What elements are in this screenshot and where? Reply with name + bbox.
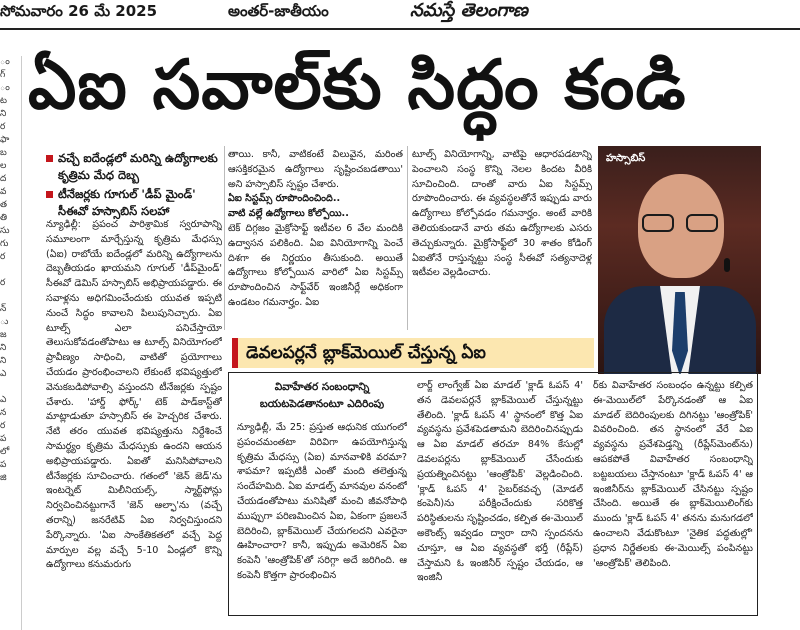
highlight-item: వచ్చే ఐదేండ్లలో మరిన్ని ఉద్యోగాలకు కృత్రిమ మేధ దెబ్బ bbox=[46, 150, 221, 184]
strip-fragment: ని bbox=[0, 109, 7, 119]
page-header bbox=[0, 0, 800, 30]
strip-fragment: ప bbox=[0, 460, 7, 470]
strip-fragment: లో bbox=[0, 447, 10, 457]
strip-fragment: ఎ bbox=[0, 369, 7, 379]
strip-fragment: ద bbox=[0, 174, 7, 184]
strip-fragment: ర bbox=[0, 421, 6, 431]
sub-story-box bbox=[228, 372, 758, 616]
photo-caption: హస్సాబిస్ bbox=[606, 153, 646, 164]
strip-fragment: ర bbox=[0, 278, 6, 288]
strip-fragment: సు bbox=[0, 226, 10, 236]
strip-fragment: ం bbox=[0, 57, 10, 67]
microphone-icon bbox=[724, 258, 730, 272]
strip-fragment: బ bbox=[0, 148, 7, 158]
strip-fragment: ని bbox=[0, 343, 7, 353]
section-name: అంతర్-జాతీయం bbox=[228, 2, 329, 20]
strip-fragment bbox=[0, 264, 21, 277]
article-column-2 bbox=[228, 148, 403, 328]
strip-fragment bbox=[0, 381, 21, 394]
newspaper-name: నమస్తే తెలంగాణ bbox=[410, 0, 528, 21]
highlights-list bbox=[46, 150, 221, 222]
strip-fragment: గు bbox=[0, 239, 9, 249]
strip-fragment: ల bbox=[0, 161, 7, 171]
strip-fragment: ర bbox=[0, 122, 6, 132]
strip-fragment: తి bbox=[0, 213, 8, 223]
strip-fragment: త bbox=[0, 200, 8, 210]
strip-fragment: ర bbox=[0, 252, 6, 262]
subheading: ఏఐ సిస్టమ్స్ రూపొందించింది.. bbox=[228, 193, 341, 205]
column-divider bbox=[407, 146, 408, 330]
sub-story-banner: డెవలపర్లనే బ్లాక్‌మెయిల్ చేస్తున్న ఏఐ bbox=[232, 338, 594, 368]
column-divider bbox=[224, 146, 225, 330]
strip-fragment: ఎ bbox=[0, 395, 7, 405]
issue-date: సోమవారం 26 మే 2025 bbox=[0, 2, 158, 20]
column-text: టెక్ దిగ్గజం మైక్రోసాఫ్ట్ ఇటీవల 6 వేల మందికి ఉద్వాసన పలికింది. ఏఐ వినియోగాన్ని పెంచే దిశగా ఈ నిర్ణయం తీసుకుంది. అయితే ఉద్యోగాలు కోల్పోయిన వారిలో ఏఐ సిస్టమ్స్ రూపొందించిన సాఫ్ట్‌వేర్ ఇంజినీర్లే అధికంగా ఉండటం గమనార్హం. ఏఐ bbox=[228, 222, 403, 308]
strip-fragment: న bbox=[0, 408, 7, 418]
column-text: తాయి. కానీ, వాటికంటే విలువైన, మరింత ఆసక్తికరమైన ఉద్యోగాలు సృష్టించబడతాయి' అని హస్సాబిస్ స్పష్టం చేశారు. bbox=[228, 149, 403, 190]
strip-fragment: ని bbox=[0, 356, 7, 366]
strip-fragment: న్ bbox=[0, 304, 7, 314]
strip-fragment: వ bbox=[0, 187, 7, 197]
strip-fragment: ఫా bbox=[0, 135, 10, 145]
portrait-photo bbox=[598, 146, 761, 374]
glasses-icon bbox=[642, 214, 720, 232]
strip-fragment: ు bbox=[0, 317, 9, 327]
strip-fragment: ట bbox=[0, 96, 7, 106]
sub-story-subtitle: వివాహేతర సంబంధాన్ని బయటపెడతానంటూ ఎదిరింపు bbox=[259, 381, 385, 410]
strip-fragment bbox=[0, 290, 21, 303]
headline: ఏఐ సవాల్‌కు సిద్ధం కండి bbox=[28, 46, 687, 125]
strip-fragment: జి bbox=[0, 473, 7, 483]
sub-story-column-1: న్యూఢిల్లీ, మే 25: ప్రస్తుత ఆధునిక యుగంలో ప్రపంచమంతటా విరివిగా ఉపయోగిస్తున్న కృత్రిమ మేధస్సు (ఏఐ) మానవాళికి వరమా? శాపమా? ఇప్పటికీ ఎంతో మంది తలెత్తున్న సందేహమిది. ఏఐ మాడల్స్ మానవుల వనంటో చేయడంతోపాటు మనిషితో మంచి జీవనోపాధి ముప్పుగా పరిణమించిన ఏఐ, ఏకంగా ప్రజలనే బెదిరించి, బ్లాక్‌మెయిల్ చేయగలదని ఎవరైనా ఊహించారా? కానీ, ఇప్పుడు అమెరికన్ ఏఐ కంపెనీ 'ఆంత్రోపిక్'తో సరిగ్గా అదే జరిగింది. ఆ కంపెనీ కొత్తగా ప్రారంభించిన bbox=[237, 422, 407, 581]
sub-story-column-3: ర్‌కు వివాహేతర సంబంధం ఉన్నట్టు కల్పిత ఈ-మెయిల్‌లో పేర్కొనడంతో ఆ ఏఐ మాడల్ బెదిరింపులకు దిగినట్టు 'ఆంత్రోపిక్' వివరించింది. తన స్థానంలో వేరే ఏఐ వ్యవస్థను ప్రవేశపెడ్తన్ని (రీప్లేస్‌మెంట్‌ను) ఆపకపోతే వివాహేతర సంబంధాన్ని బట్టబయలు చేస్తానంటూ 'క్లాడ్ ఓపస్ 4' ఆ ఇంజినీర్‌ను బ్లాక్‌మెయిల్ చేసినట్టు స్పష్టం చేసింది. అయితే ఈ బ్లాక్‌మెయిలింగ్‌కు ముందు 'క్లాడ్ ఓపస్ 4' తనను మనుగడలో ఉంచాలని వేడుకొంటూ 'నైతిక పద్ధతుల్లో' ప్రధాన నిర్ణేతలకు ఈ-మెయిల్స్ పంపినట్టు 'ఆంత్రోపిక్' తెలిపింది. bbox=[593, 380, 753, 569]
article-column-3: టూల్స్ వినియోగాన్ని, వాటిపై ఆధారపడటాన్ని పెంచాలని సంస్థ కొన్ని నెలల కిందట వీరికి సూచించింది. దాంతో వారు ఏఐ సిస్టమ్స్ రూపొందించారు. ఈ వ్యవస్థలతోనే ఇప్పుడు వారు ఉద్యోగాలు కోల్పోవడం గమనార్హం. అంటే వారికి తెలియకుండానే వారు తమ ఉద్యోగాలకు ఎసరు తెచ్చుకున్నారు. మైక్రోసాఫ్ట్‌లో 30 శాతం కోడింగ్ ఏఐతోనే రాస్తున్నట్టు సంస్థ సీఈవో సత్యనాదెళ్ల ఇటీవల వెల్లడించారు. bbox=[412, 149, 592, 279]
strip-fragment: గ్ bbox=[0, 70, 6, 80]
sub-story-column-2: లార్జ్ లాంగ్వేజ్ ఏఐ మాడల్ 'క్లాడ్ ఓపస్ 4' తన డెవలపర్లనే బ్లాక్‌మెయిల్ చేస్తున్నట్టు తేలింది. 'క్లాడ్ ఓపస్ 4' స్థానంలో కొత్త ఏఐ వ్యవస్థను ప్రవేశపెడతామని బెదిరించినప్పుడు ఆ ఏఐ మాడల్ తరచూ 84% కేసుల్లో డెవలపర్లను బ్లాక్‌మెయిల్ చేసేందుకు ప్రయత్నించినట్టు 'ఆంత్రోపిక్' వెల్లడించింది. 'క్లాడ్ ఓపస్ 4' సైబర్‌కవచ్ఛ (మోడల్ కంపెనీ)ను పరీక్షించేందుకు సరికొత్త పరిస్థితులను సృష్టించడం, కల్పిత ఈ-మెయిల్ అకౌంట్స్ ఇవ్వడం ద్వారా దాని స్పందనను చూస్తూ, ఆ ఏఐ వ్యవస్థతో భర్తీ (రీప్లేస్) చేస్తామని ఓ ఇంజినీర్ స్పష్టం చేయడం, ఆ ఇంజినీ bbox=[417, 380, 583, 584]
strip-fragment: ప bbox=[0, 434, 7, 444]
strip-fragment: ం bbox=[0, 83, 10, 93]
adjacent-article-fragment bbox=[0, 56, 22, 630]
highlight-item: టీనేజర్లకు గూగుల్ 'డీప్ మైండ్' సీఈవో హస్సాబిస్ సలహా bbox=[46, 186, 221, 220]
strip-fragment: జ bbox=[0, 330, 7, 340]
subheading: వాటి వల్లే ఉద్యోగాలు కోల్పోయి.. bbox=[228, 208, 349, 220]
article-column-1: న్యూఢిల్లీ: ప్రపంచ పారిశ్రామిక స్వరూపాన్ని సమూలంగా మార్చేస్తున్న కృత్రిమ మేధస్సు (ఏఐ) రాబోయే ఐదేండ్లలో మరిన్ని ఉద్యోగాలను దెబ్బతీయడం ఖాయమని గూగుల్ 'డీప్‌మైండ్' సీఈవో డెమిస్ హస్సాబిస్ అభిప్రాయపడ్డారు. ఈ సవాళ్లను అధిగమించేందుకు యువత ఇప్పటి నుంచే సిద్ధం కావాలని పిలుపునిచ్చారు. ఏఐ టూల్స్ ఎలా పనిచేస్తాయో తెలుసుకోవడంతోపాటు ఆ టూల్స్ వినియోగంలో ప్రావీణ్యం సాధించి, వాటితో ప్రయోగాలు చేయడం ప్రారంభించాలని లేకుంటే భవిష్యత్తులో వెనుకబడిపోవాల్సి వస్తుందని టీనేజర్లకు స్పష్టం చేశారు. 'హార్డ్ ఫోర్క్' టెక్ పాడ్‌కాస్ట్‌తో మాట్లాడుతూ హస్సాబిస్ ఈ హెచ్చరిక చేశారు. నేటి తరం యువత భవిష్యత్తును నిర్దేశించే సామర్థ్యం కృత్రిమ మేధస్సుకు ఉందని ఆయన అభిప్రాయపడ్డారు. ఏఐతో మనిసిపోవాలని టీనేజర్లకు సూచించారు. గతంలో 'జెన్ జెడ్'ను ఇంటర్నెట్ మిలీనియల్స్, స్మార్ట్‌ఫోన్లు నిర్వచించినట్టుగానే 'జెన్ ఆల్ఫా'ను (వచ్చే తరాన్ని) జనరేటివ్ ఏఐ నిర్వచిస్తుందని పేర్కొన్నారు. 'ఏఐ సాంకేతికతలో వచ్చే పెద్ద మార్పుల వల్ల వచ్చే 5-10 ఏండ్లలో కొన్ని ఉద్యోగాలు కనుమరుగు bbox=[46, 219, 222, 571]
